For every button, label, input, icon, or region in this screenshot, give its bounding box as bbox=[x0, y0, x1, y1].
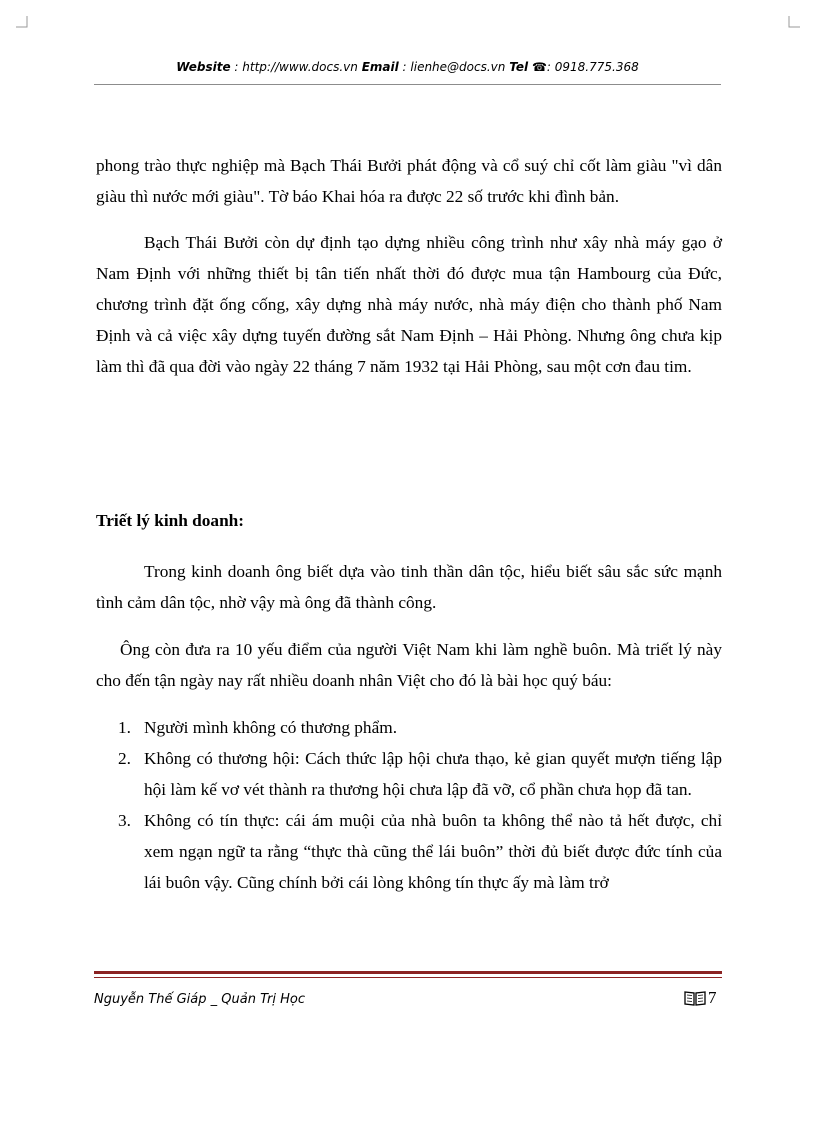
book-icon bbox=[684, 990, 706, 1006]
website-value: : http://www.docs.vn bbox=[234, 60, 358, 74]
crop-mark-icon bbox=[788, 16, 800, 28]
website-label: Website bbox=[176, 60, 231, 74]
section-heading: Triết lý kinh doanh: bbox=[96, 511, 245, 530]
email-label: Email bbox=[361, 60, 399, 74]
list-item-number: 2. bbox=[118, 749, 131, 768]
list-item bbox=[96, 743, 722, 805]
crop-mark-icon bbox=[16, 16, 28, 28]
list-item bbox=[96, 712, 722, 743]
paragraph-4: Ông còn đưa ra 10 yếu điểm của người Việt Nam khi làm nghề buôn. Mà triết lý này cho đến tận ngày nay rất nhiều doanh nhân Việt cho đó là bài học quý báu: bbox=[96, 640, 722, 690]
header-divider bbox=[94, 84, 721, 85]
body-top bbox=[96, 150, 722, 382]
list-item-number: 1. bbox=[118, 718, 131, 737]
list-item-text: Không có thương hội: Cách thức lập hội chưa thạo, kẻ gian quyết mượn tiếng lập hội làm kế vơ vét thành ra thương hội chưa lập đã vỡ, cổ phần chưa họp đã tan. bbox=[144, 749, 722, 799]
paragraph-2: Bạch Thái Bưởi còn dự định tạo dựng nhiều công trình như xây nhà máy gạo ở Nam Định với những thiết bị tân tiến nhất thời đó được mua tận Hambourg của Đức, chương trình đặt ống cống, xây dựng nhà máy nước, nhà máy điện cho thành phố Nam Định và cả việc xây dựng tuyến đường sắt Nam Định – Hải Phòng. Nhưng ông chưa kịp làm thì đã qua đời vào ngày 22 tháng 7 năm 1932 tại Hải Phòng, sau một cơn đau tim. bbox=[96, 233, 722, 376]
phone-icon: ☎ bbox=[531, 60, 547, 74]
numbered-list bbox=[96, 712, 722, 898]
footer-divider-thin bbox=[94, 977, 722, 978]
footer-author: Nguyễn Thế Giáp _ Quản Trị Học bbox=[94, 992, 305, 1007]
list-item-number: 3. bbox=[118, 811, 131, 830]
list-item-text: Người mình không có thương phẩm. bbox=[144, 718, 398, 737]
email-value: : lienhe@docs.vn bbox=[402, 60, 506, 74]
page-header bbox=[94, 60, 721, 74]
list-item bbox=[96, 805, 722, 898]
tel-value: : 0918.775.368 bbox=[546, 60, 639, 74]
list-item-text: Không có tín thực: cái ám muội của nhà buôn ta không thể nào tả hết được, chỉ xem ngạn ngữ ta rằng “thực thà cũng thể lái buôn” thời đủ biết được đức tính của lái buôn vậy. Cũng chính bởi cái lòng không tín thực ấy mà làm trở bbox=[144, 811, 722, 892]
page-number: 7 bbox=[708, 988, 717, 1007]
paragraph-3: Trong kinh doanh ông biết dựa vào tinh thần dân tộc, hiểu biết sâu sắc sức mạnh tình cảm dân tộc, nhờ vậy mà ông đã thành công. bbox=[96, 562, 722, 612]
footer-page bbox=[684, 988, 717, 1008]
footer-divider-thick bbox=[94, 971, 722, 974]
body-bottom bbox=[96, 556, 722, 898]
tel-label: Tel bbox=[509, 60, 529, 74]
paragraph-1: phong trào thực nghiệp mà Bạch Thái Bưởi phát động và cổ suý chỉ cốt làm giàu "vì dân giàu thì nước mới giàu". Tờ báo Khai hóa ra được 22 số trước khi đình bản. bbox=[96, 156, 722, 206]
